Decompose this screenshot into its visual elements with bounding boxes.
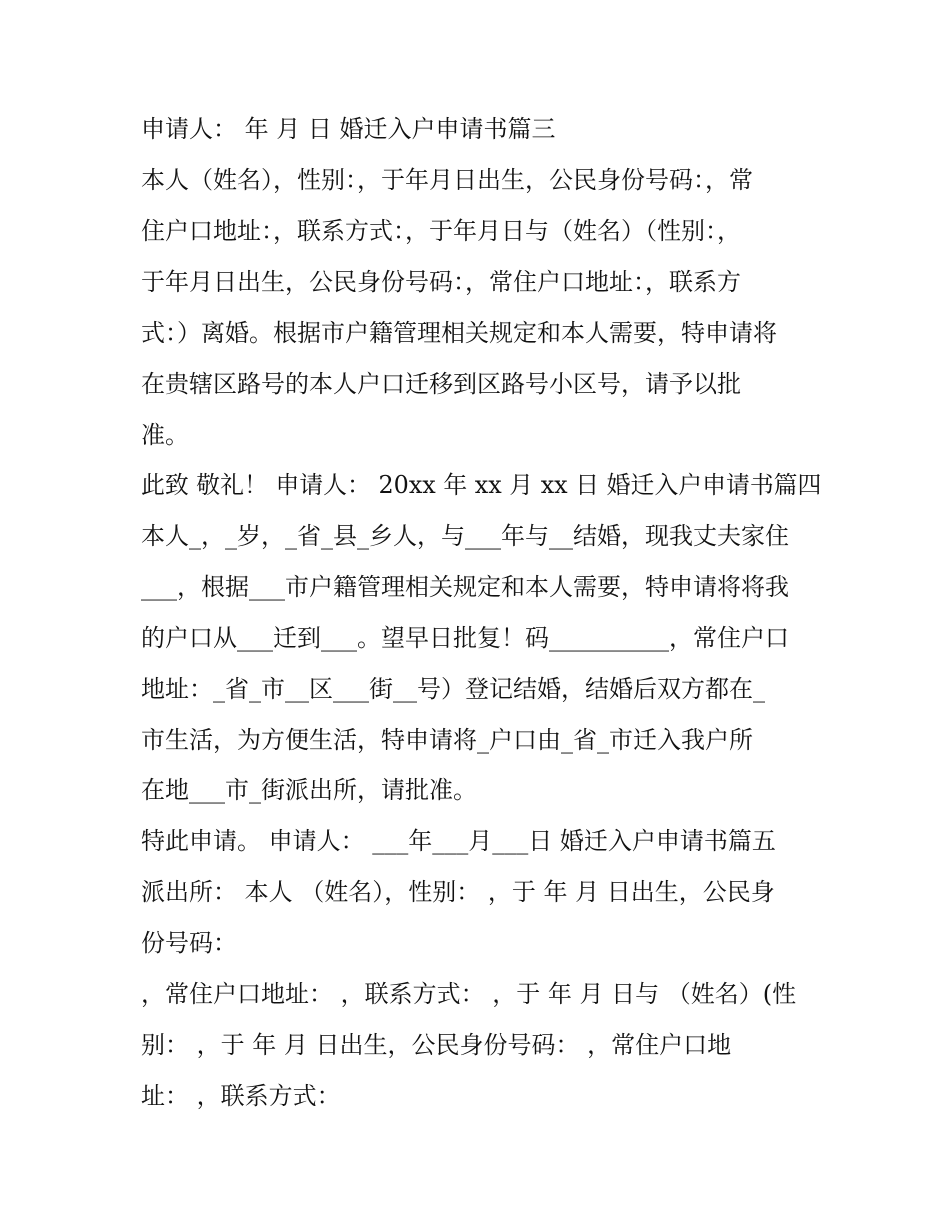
text-line: 本人（姓名），性别：，于年月日出生，公民身份号码：，常 [141,166,753,194]
text-line: 市生活，为方便生活，特申请将_户口由_省_市迁入我户所 [141,726,753,754]
text-line: 别： ，于 年 月 日出生，公民身份号码： ，常住户口地 [141,1031,732,1059]
text-line: 住户口地址：，联系方式：，于年月日与（姓名）（性别：， [141,217,741,245]
text-line: 本人_，_岁，_省_县_乡人，与___年与__结婚，现我丈夫家住 [141,522,789,550]
text-line: ___，根据___市户籍管理相关规定和本人需要，特申请将将我 [141,573,789,601]
text-line: 特此申请。 申请人： ___年___月___日 婚迁入户申请书篇五 [141,827,776,855]
text-line: 在贵辖区路号的本人户口迁移到区路号小区号，请予以批 [141,370,741,398]
text-line: ，常住户口地址： ，联系方式： ，于 年 月 日与 （姓名）(性 [141,980,797,1008]
text-line: 址： ，联系方式： [141,1082,341,1110]
text-line: 此致 敬礼！ 申请人： 20xx 年 xx 月 xx 日 婚迁入户申请书篇四 [141,471,822,499]
text-line: 申请人： 年 月 日 婚迁入户申请书篇三 [141,115,556,143]
text-line: 于年月日出生，公民身份号码：，常住户口地址：，联系方 [141,268,741,296]
text-line: 式：）离婚。根据市户籍管理相关规定和本人需要，特申请将 [141,319,777,347]
text-line: 准。 [141,421,189,449]
text-line: 份号码： [141,929,237,957]
text-line: 地址：_省_市__区___街__号）登记结婚，结婚后双方都在_ [141,675,765,703]
text-line: 派出所： 本人 （姓名），性别： ，于 年 月 日出生，公民身 [141,878,775,906]
text-line: 的户口从___迁到___。望早日批复！码__________，常住户口 [141,624,789,652]
text-line: 在地___市_街派出所，请批准。 [141,776,477,804]
